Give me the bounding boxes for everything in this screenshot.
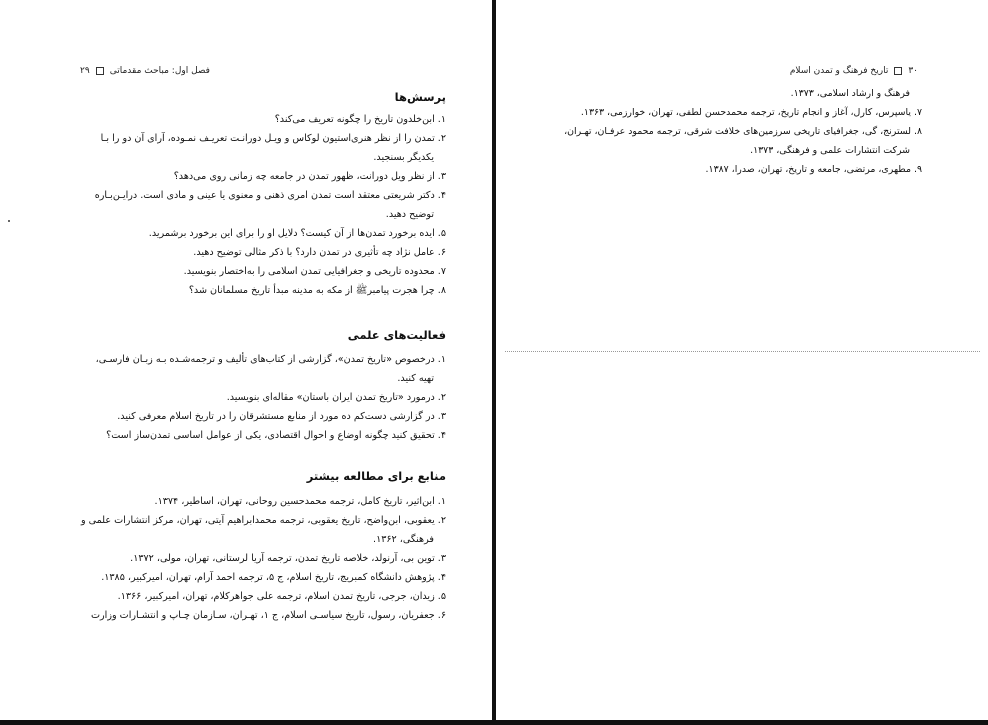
- reference-item: ۵. زیدان، جرجی، تاریخ تمدن اسلام، ترجمه علی جواهرکلام، تهران، امیرکبیر، ۱۳۶۶.: [117, 591, 446, 602]
- page-number: ۲۹: [80, 66, 90, 76]
- book-title: تاریخ فرهنگ و تمدن اسلام: [789, 66, 889, 76]
- left-page-body: [68, 90, 446, 625]
- reference-item: ۹. مطهری، مرتضی، جامعه و تاریخ، تهران، صدرا، ۱۳۸۷.: [705, 164, 922, 175]
- question-item: ۱. ابن‌خلدون تاریخ را چگونه تعریف می‌کند؟: [274, 114, 446, 125]
- reference-item: ۸. لسترنج، گی، جغرافیای تاریخی سرزمین‌های خلافت شرقی، ترجمه محمود عرفـان، تهـران،: [564, 126, 922, 137]
- question-item-continued: یکدیگر بسنجید.: [373, 152, 434, 163]
- scan-speck: [8, 220, 10, 222]
- page-number: ۳۰: [908, 66, 918, 76]
- question-item: ۵. ایده برخورد تمدن‌ها از آن کیست؟ دلایل او را برای این برخورد برشمرید.: [148, 228, 446, 239]
- activities-heading: فعالیت‌های علمی: [347, 328, 446, 342]
- right-page-body: [552, 84, 922, 179]
- question-item: ۶. عامل نژاد چه تأثیری در تمدن دارد؟ با ذکر مثالی توضیح دهید.: [193, 247, 446, 258]
- left-page-header: [80, 66, 210, 76]
- questions-heading: پرسش‌ها: [394, 90, 446, 104]
- activity-item-continued: تهیه کنید.: [397, 373, 434, 384]
- question-item: ۸. چرا هجرت پیامبرﷺ از مکه به مدینه مبدأ تاریخ مسلمانان شد؟: [188, 285, 446, 296]
- square-ornament-icon: [96, 67, 104, 75]
- readings-heading: منابع برای مطالعه بیشتر: [306, 469, 446, 483]
- question-item: ۳. از نظر ویل دورانت، ظهور تمدن در جامعه چه زمانی روی می‌دهد؟: [173, 171, 446, 182]
- right-page: [496, 0, 988, 720]
- left-page: [0, 0, 492, 720]
- reference-item-continued: فرهنگی، ۱۳۶۲.: [373, 534, 434, 545]
- question-item: ۲. تمدن را از نظر هنری‌استیون لوکاس و ویـل دورانـت تعریـف نمـوده، آرای آن دو را بـا: [100, 133, 446, 144]
- bottom-edge: [0, 720, 988, 725]
- reference-item: ۱. ابن‌اثیر، تاریخ کامل، ترجمه محمدحسین روحانی، تهران، اساطیر، ۱۳۷۴.: [154, 496, 446, 507]
- reference-item: ۳. توین بی، آرنولد، خلاصه تاریخ تمدن، ترجمه آریا لرستانی، تهران، مولی، ۱۳۷۲.: [130, 553, 446, 564]
- right-page-header: [790, 66, 918, 76]
- faint-divider: [505, 351, 980, 352]
- reference-item: ۴. پژوهش دانشگاه کمبریج، تاریخ اسلام، ج ۵، ترجمه احمد آرام، تهران، امیرکبیر، ۱۳۸۵.: [101, 572, 446, 583]
- question-item-continued: توضیح دهید.: [385, 209, 434, 220]
- questions-section: [68, 90, 446, 300]
- activity-item: ۱. درخصوص «تاریخ تمدن»، گزارشی از کتاب‌های تألیف و ترجمه‌شـده بـه زبـان فارسـی،: [95, 354, 446, 365]
- reference-item-continued: شرکت انتشارات علمی و فرهنگی، ۱۳۷۳.: [750, 145, 910, 156]
- activity-item: ۴. تحقیق کنید چگونه اوضاع و احوال اقتصادی، یکی از عوامل اساسی تمدن‌ساز است؟: [106, 430, 446, 441]
- question-item: ۴. دکتر شریعتی معتقد است تمدن امری ذهنی و معنوی یا عینی و مادی است. درایـن‌بـاره: [94, 190, 446, 201]
- square-ornament-icon: [894, 67, 902, 75]
- chapter-title: فصل اول: مباحث مقدماتی: [109, 66, 210, 76]
- activities-section: [68, 328, 446, 445]
- reference-item-continued: فرهنگ و ارشاد اسلامی، ۱۳۷۳.: [790, 88, 910, 99]
- reference-item: ۲. یعقوبی، ابن‌واضح، تاریخ یعقوبی، ترجمه محمدابراهیم آیتی، تهران، مرکز انتشارات علمی و: [80, 515, 446, 526]
- reference-item: ۶. جعفریان، رسول، تاریخ سیاسـی اسلام، ج ۱، تهـران، سـازمان چـاپ و انتشـارات وزارت: [91, 610, 446, 621]
- activity-item: ۳. در گزارشی دست‌کم ده مورد از منابع مستشرقان را در تاریخ اسلام معرفی کنید.: [117, 411, 446, 422]
- readings-section: [68, 469, 446, 625]
- activity-item: ۲. درمورد «تاریخ تمدن ایران باستان» مقاله‌ای بنویسید.: [226, 392, 446, 403]
- reference-item: ۷. یاسپرس، کارل، آغاز و انجام تاریخ، ترجمه محمدحسن لطفی، تهران، خوارزمی، ۱۳۶۳.: [580, 107, 922, 118]
- question-item: ۷. محدوده تاریخی و جغرافیایی تمدن اسلامی را به‌اختصار بنویسید.: [183, 266, 446, 277]
